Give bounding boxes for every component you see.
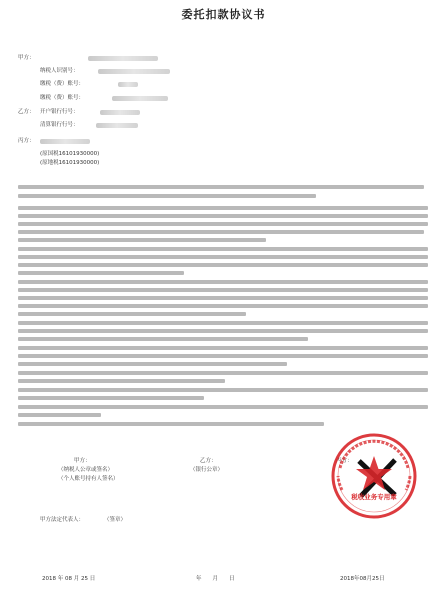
body-text-line [18, 421, 432, 427]
body-text-line [18, 345, 432, 351]
body-text-line [18, 229, 432, 235]
body-text-line [18, 387, 432, 393]
party-b-sign-label: 乙方： [200, 458, 217, 464]
party-a-personal-note: （个人账号持有人签名） [58, 476, 119, 482]
body-text-line [18, 404, 432, 410]
body-text-line [18, 246, 432, 252]
legal-rep-label: 甲方法定代表人： [40, 517, 85, 523]
body-text-line [18, 303, 432, 309]
party-a-stamp-note: （纳税人公章或签名） [58, 467, 114, 473]
party-c-id-1: (原国税16101930000) [40, 151, 100, 157]
legal-rep-sign-note: （签章） [104, 517, 127, 523]
body-text-line [18, 270, 432, 276]
taxpayer-id-redacted [98, 69, 170, 74]
body-text-line [18, 213, 432, 219]
party-a-sign-label: 甲方： [74, 458, 91, 464]
body-text-line [18, 336, 432, 342]
body-text-line [18, 353, 432, 359]
settlement-code-redacted [96, 123, 138, 128]
body-text-line [18, 320, 432, 326]
body-text-line [18, 221, 432, 227]
tax-account-label: 缴税（费）账号： [40, 81, 85, 87]
body-text-line [18, 370, 432, 376]
body-text-line [18, 295, 432, 301]
taxpayer-id-label: 纳税人识别号： [40, 68, 79, 74]
party-a-date: 2018 年 08 月 25 日 [42, 576, 96, 582]
body-text-line [18, 193, 432, 199]
document-title: 委托扣款协议书 [181, 8, 266, 21]
settlement-code-label: 清算银行行号： [40, 122, 79, 128]
party-c-id-2: (原地税16101930000) [40, 160, 100, 166]
party-a-label: 甲方： [18, 55, 35, 61]
bank-code-label: 开户银行行号： [40, 109, 79, 115]
body-text-line [18, 262, 432, 268]
body-text-line [18, 279, 432, 285]
body-text-line [18, 184, 432, 190]
body-text-line [18, 287, 432, 293]
party-c-name-redacted [40, 139, 90, 144]
party-c-sign-label: 丙方： [336, 458, 353, 464]
party-b-date: 年 月 日 [196, 576, 235, 582]
body-text-line [18, 328, 432, 334]
bank-code-redacted [100, 110, 140, 115]
body-text-line [18, 205, 432, 211]
party-b-stamp-note: （银行公章） [190, 467, 224, 473]
body-text-line [18, 254, 432, 260]
bank-account-label: 缴税（费）账号： [40, 95, 85, 101]
body-text-line [18, 237, 432, 243]
body-text-line [18, 361, 432, 367]
official-seal-stamp [330, 432, 418, 520]
body-text-line [18, 395, 432, 401]
bank-account-redacted [112, 96, 168, 101]
body-text-line [18, 378, 432, 384]
body-text-line [18, 412, 432, 418]
party-c-label: 丙方： [18, 138, 35, 144]
tax-account-redacted [118, 82, 138, 87]
party-c-date: 2018年08月25日 [340, 576, 385, 582]
party-a-name-redacted [88, 56, 158, 61]
seal-bottom-text: 税收业务专用章 [351, 493, 397, 501]
body-text-line [18, 311, 432, 317]
party-b-label: 乙方： [18, 109, 35, 115]
